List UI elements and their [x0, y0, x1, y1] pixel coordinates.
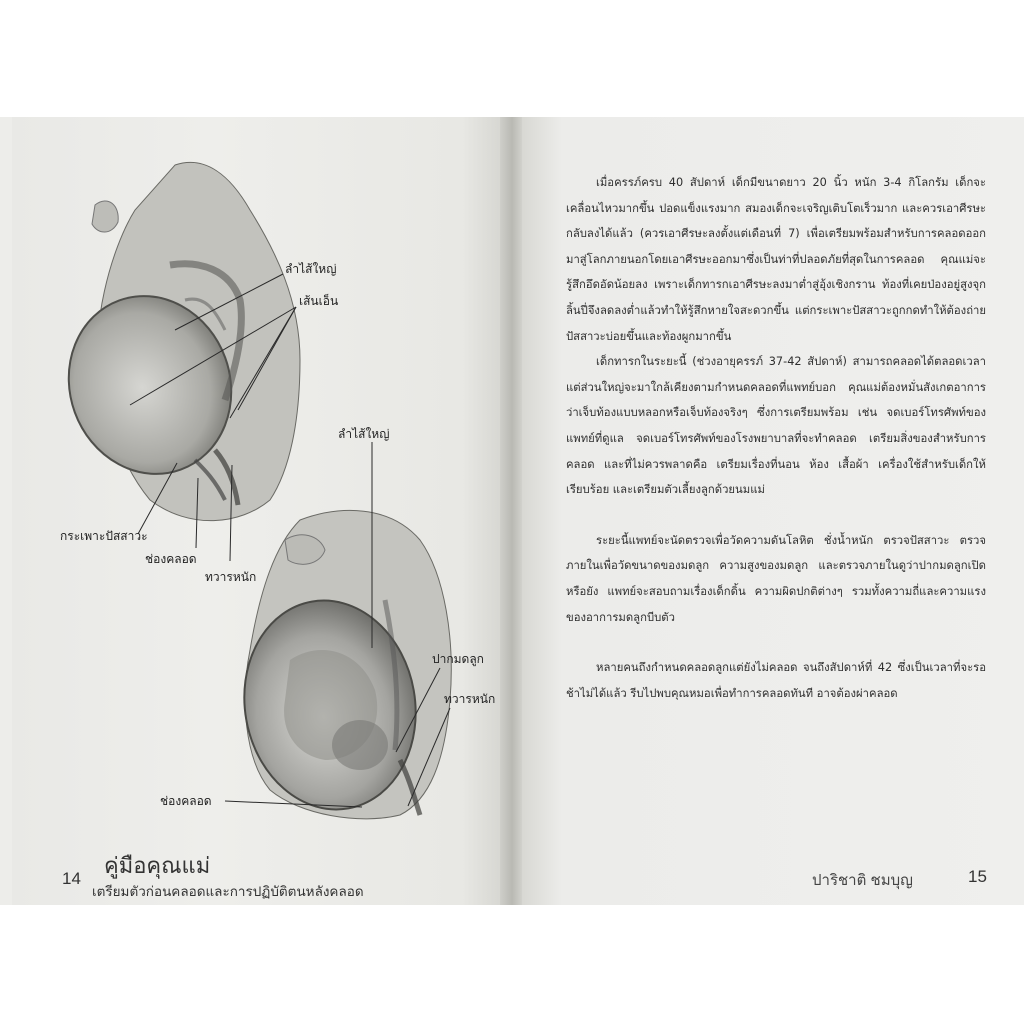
book-subtitle: เตรียมตัวก่อนคลอดและการปฏิบัติตนหลังคลอด [92, 884, 364, 899]
page-number-right: 15 [968, 867, 987, 886]
label-large-intestine-top: ลำไส้ใหญ่ [285, 262, 337, 276]
label-cervix: ปากมดลูก [432, 652, 484, 666]
author-name: ปาริชาติ ชมบุญ [812, 872, 913, 889]
label-rectum-bottom: ทวารหนัก [444, 692, 496, 706]
body-text [566, 170, 986, 706]
label-tendons: เส้นเอ็น [299, 294, 339, 308]
label-rectum-top: ทวารหนัก [205, 570, 257, 584]
page-number-left: 14 [62, 869, 81, 888]
label-vagina-top: ช่องคลอด [145, 552, 197, 566]
top-pregnancy-figure [44, 162, 300, 520]
paragraph-2: เด็กทารกในระยะนี้ (ช่วงอายุครรภ์ 37-42 สัปดาห์) สามารถคลอดได้ตลอดเวลา แต่ส่วนใหญ่จะมาใกล้เคียงตามกำหนดคลอดที่แพทย์บอก คุณแม่ต้องหมั่นสังเกตอาการว่าเจ็บท้องแบบหลอกหรือเจ็บท้องจริงๆ ซึ่งการเตรียมพร้อม เช่น จดเบอร์โทรศัพท์ของแพทย์ที่ดูแล จดเบอร์โทรศัพท์ของโรงพยาบาลที่จะทำคลอด เตรียมสิ่งของสำหรับการคลอด และที่ไม่ควรพลาดคือ เตรียมเรื่องที่นอน ห้อง เสื้อผ้า เครื่องใช้สำหรับเด็กให้เรียบร้อย และเตรียมตัวเลี้ยงลูกด้วยนมแม่ [566, 355, 986, 497]
label-vagina-bottom: ช่องคลอด [160, 794, 212, 808]
label-bladder: กระเพาะปัสสาวะ [60, 529, 148, 543]
book-title: คู่มือคุณแม่ [104, 853, 211, 878]
paragraph-3: ระยะนี้แพทย์จะนัดตรวจเพื่อวัดความดันโลหิต ชั่งน้ำหนัก ตรวจปัสสาวะ ตรวจภายในเพื่อวัดขนาดของมดลูก ความสูงของมดลูก และตรวจภายในดูว่าปากมดลูกเปิดหรือยัง แพทย์จะสอบถามเรื่องเด็กดิ้น ความผิดปกติต่างๆ รวมทั้งความถี่และความแรงของอาการมดลูกบีบตัว [566, 533, 986, 624]
label-large-intestine-bottom: ลำไส้ใหญ่ [338, 427, 390, 441]
bottom-pregnancy-figure [228, 510, 451, 823]
paragraph-1: เมื่อครรภ์ครบ 40 สัปดาห์ เด็กมีขนาดยาว 20 นิ้ว หนัก 3-4 กิโลกรัม เด็กจะเคลื่อนไหวมากขึ้น ปอดแข็งแรงมาก สมองเด็กจะเจริญเติบโตเร็วมาก และควรเอาศีรษะกลับลงได้แล้ว (ควรเอาศีรษะลงตั้งแต่เดือนที่ 7) เพื่อเตรียมพร้อมสำหรับการคลอดออกมาสู่โลกภายนอกโดยเอาศีรษะออกมาซึ่งเป็นท่าที่ปลอดภัยที่สุดในการคลอด คุณแม่จะรู้สึกอึดอัดน้อยลง เพราะเด็กทารกเอาศีรษะลงมาต่ำสู่อุ้งเชิงกราน ท้องที่เคยป่องอยู่สูงจุกลิ้นปี่จึงลดลงต่ำแล้วทำให้รู้สึกหายใจสะดวกขึ้น แต่กระเพาะปัสสาวะถูกกดทำให้ต้องถ่ายปัสสาวะบ่อยขึ้นและท้องผูกมากขึ้น [566, 176, 986, 343]
paragraph-4: หลายคนถึงกำหนดคลอดลูกแต่ยังไม่คลอด จนถึงสัปดาห์ที่ 42 ซึ่งเป็นเวลาที่จะรอช้าไม่ได้แล้ว รีบไปพบคุณหมอเพื่อทำการคลอดทันที อาจต้องผ่าคลอด [566, 661, 986, 700]
